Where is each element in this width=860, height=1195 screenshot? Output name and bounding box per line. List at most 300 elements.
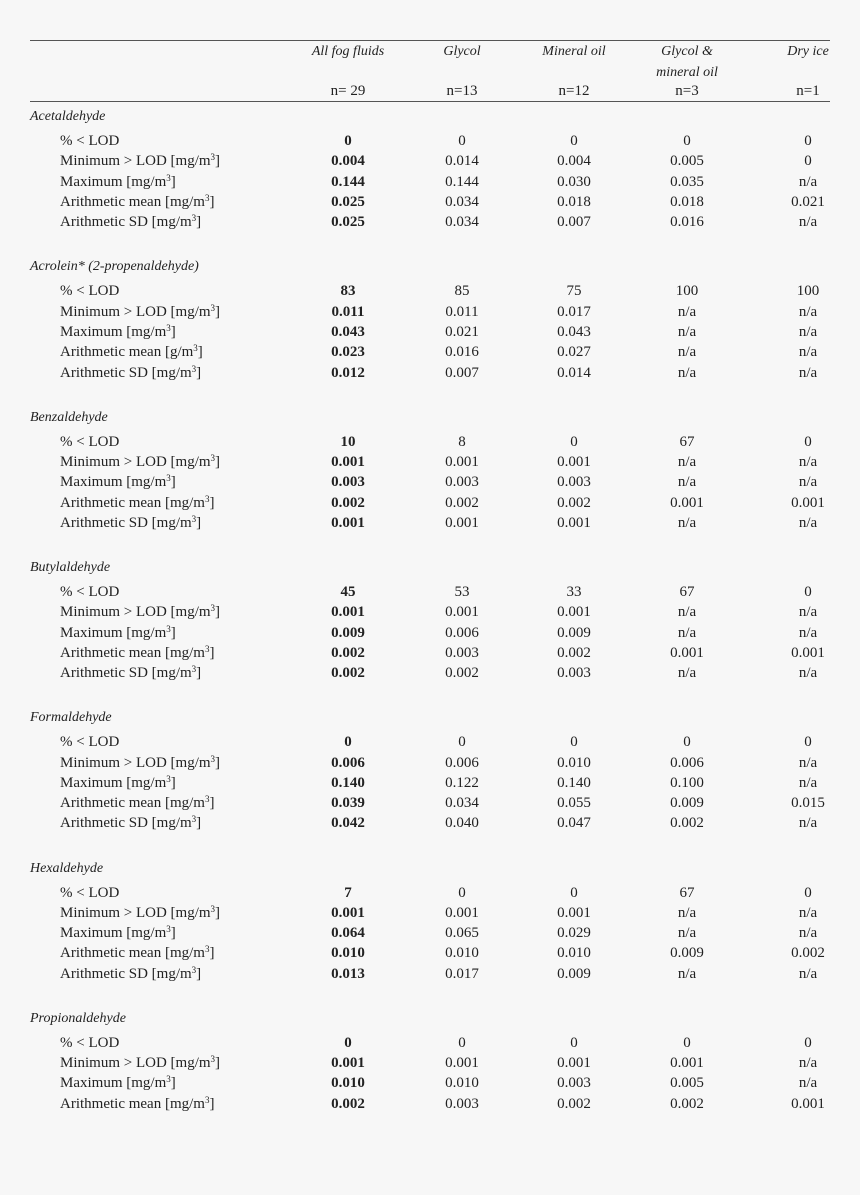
table-cell: 0.055 [557, 795, 591, 812]
unit-bracket: ] [196, 364, 202, 381]
table-cell: 0.001 [557, 514, 591, 531]
table-cell: n/a [798, 665, 818, 682]
table-cell: 0.011 [331, 303, 365, 320]
table-cell: 0.035 [670, 173, 704, 190]
table-cell: 0.029 [557, 925, 591, 942]
unit-bracket: ] [215, 754, 221, 771]
table-cell: 0.002 [445, 665, 479, 682]
unit-exponent: 3 [204, 944, 210, 955]
table-cell: 0 [804, 1034, 812, 1051]
row-label [60, 885, 119, 902]
unit-bracket: ] [215, 453, 221, 470]
table-cell: 0.023 [331, 344, 365, 361]
table-cell: 0.006 [670, 754, 704, 771]
table-cell: n/a [798, 474, 818, 491]
table-cell: 67 [679, 433, 695, 450]
table-cell: 0.016 [670, 214, 704, 231]
table-cell: n/a [677, 514, 697, 531]
table-cell: 0 [570, 1034, 578, 1051]
table-cell: n/a [798, 965, 818, 982]
row-label [60, 214, 201, 231]
table-cell: 0 [683, 1034, 691, 1051]
unit-exponent: 3 [191, 814, 197, 825]
table-cell: 0.001 [445, 1055, 479, 1072]
unit-exponent: 3 [210, 903, 216, 914]
row-label-text: Maximum [mg/m [60, 1075, 167, 1092]
unit-exponent: 3 [166, 1074, 171, 1085]
column-sample-size: n= 29 [330, 83, 366, 99]
table-cell: n/a [798, 323, 818, 340]
table-cell: 0 [570, 884, 578, 901]
table-cell: 0.001 [791, 644, 825, 661]
table-cell: 0.006 [331, 754, 365, 771]
table-cell: 0.034 [445, 795, 479, 812]
unit-bracket: ] [196, 214, 202, 231]
row-label [60, 966, 201, 983]
table-cell: 0.010 [331, 1075, 365, 1092]
table-cell: 0.009 [557, 624, 591, 641]
table-cell: 0.021 [445, 323, 479, 340]
unit-bracket: ] [197, 344, 203, 361]
table-cell: 0 [804, 433, 812, 450]
row-label [60, 1075, 176, 1092]
table-cell: n/a [677, 904, 697, 921]
table-cell: 0 [683, 133, 691, 149]
unit-exponent: 3 [210, 603, 216, 614]
unit-exponent: 3 [191, 213, 197, 224]
table-cell: 0.010 [557, 754, 591, 771]
table-cell: 0 [804, 734, 812, 751]
row-label [60, 795, 214, 812]
table-cell: 0 [570, 433, 578, 450]
table-cell: 0 [344, 133, 352, 149]
table-cell: 0.003 [331, 474, 365, 491]
table-cell: 0.025 [331, 214, 365, 231]
table-cell: 0.039 [331, 795, 365, 812]
table-cell: 0.001 [670, 644, 704, 661]
row-label [60, 925, 176, 942]
table-cell: 0.021 [791, 193, 825, 210]
table-cell: 0.002 [557, 644, 591, 661]
unit-bracket: ] [209, 945, 215, 962]
unit-bracket: ] [170, 774, 176, 791]
row-label-text: Minimum > LOD [mg/m [60, 1055, 211, 1072]
row-label [60, 454, 220, 471]
table-header-rule [30, 101, 830, 102]
section-title: Propionaldehyde [30, 1010, 126, 1026]
section-title: Acetaldehyde [30, 109, 106, 124]
table-cell: 0.001 [791, 1095, 825, 1112]
unit-exponent: 3 [210, 302, 216, 313]
row-label-text: % < LOD [60, 583, 120, 600]
table-cell: n/a [677, 364, 697, 381]
table-cell: n/a [798, 173, 818, 190]
row-label-text: Arithmetic mean [mg/m [60, 795, 205, 812]
table-cell: n/a [677, 604, 697, 621]
table-cell: 0.009 [331, 624, 365, 641]
table-cell: 0.002 [670, 1095, 704, 1112]
table-cell: 0.009 [670, 795, 704, 812]
unit-exponent: 3 [166, 473, 171, 484]
unit-bracket: ] [170, 624, 176, 641]
table-cell: 0.002 [331, 1095, 365, 1112]
table-header [30, 41, 830, 101]
row-label-text: Arithmetic mean [mg/m [60, 1095, 205, 1112]
table-cell: 0 [344, 1034, 352, 1051]
unit-exponent: 3 [166, 924, 171, 935]
table-cell: 0.001 [557, 904, 591, 921]
table-cell: 0.140 [331, 774, 365, 791]
unit-exponent: 3 [204, 192, 210, 203]
unit-exponent: 3 [191, 363, 197, 374]
row-label [60, 1035, 119, 1052]
section-title: Hexaldehyde [30, 860, 104, 876]
table-cell: 0 [458, 1034, 466, 1051]
table-cell: n/a [798, 815, 818, 832]
row-label-text: Arithmetic mean [mg/m [60, 193, 205, 210]
table-cell: 0.001 [445, 904, 479, 921]
table-cell: 0.002 [557, 494, 591, 511]
row-label-text: Arithmetic SD [mg/m [60, 965, 192, 982]
table-cell: 0.005 [670, 153, 704, 170]
table-cell: 8 [458, 433, 466, 450]
row-label [60, 304, 220, 321]
unit-bracket: ] [215, 604, 221, 621]
table-cell: 0.018 [557, 193, 591, 210]
table-cell: 0.064 [331, 925, 365, 942]
row-label [60, 283, 119, 300]
table-cell: 0 [344, 734, 352, 751]
row-label [60, 194, 214, 211]
unit-exponent: 3 [204, 643, 210, 654]
table-cell: n/a [677, 303, 697, 320]
row-label [60, 604, 220, 621]
unit-bracket: ] [209, 193, 215, 210]
table-cell: 0.100 [670, 774, 704, 791]
table-cell: 0.003 [445, 1095, 479, 1112]
unit-bracket: ] [215, 303, 221, 320]
table-cell: 0 [804, 153, 812, 170]
table-cell: 0.122 [445, 774, 479, 791]
table-cell: 67 [679, 884, 695, 901]
unit-bracket: ] [170, 173, 176, 190]
row-label-text: Minimum > LOD [mg/m [60, 453, 211, 470]
table-cell: 0.001 [331, 514, 365, 531]
table-cell: 0.030 [557, 173, 591, 190]
unit-bracket: ] [209, 494, 215, 511]
unit-bracket: ] [215, 153, 221, 170]
row-label [60, 515, 201, 532]
unit-bracket: ] [170, 323, 176, 340]
table-cell: 0.004 [557, 153, 591, 170]
row-label-text: Maximum [mg/m [60, 173, 167, 190]
table-cell: 0.002 [331, 494, 365, 511]
table-cell: 0.001 [331, 604, 365, 621]
row-label-text: % < LOD [60, 1034, 120, 1051]
unit-exponent: 3 [191, 513, 197, 524]
table-cell: 0.003 [557, 665, 591, 682]
table-cell: 0.002 [670, 815, 704, 832]
column-header: Mineral oil [542, 44, 606, 59]
row-label-text: Maximum [mg/m [60, 323, 167, 340]
unit-exponent: 3 [166, 623, 171, 634]
table-cell: n/a [798, 925, 818, 942]
row-label-text: % < LOD [60, 884, 120, 901]
table-cell: 0.005 [670, 1075, 704, 1092]
section-title: Benzaldehyde [30, 409, 108, 425]
table-cell: n/a [798, 1055, 818, 1072]
section-title: Acrolein* (2-propenaldehyde) [30, 259, 199, 275]
row-label-text: % < LOD [60, 283, 120, 300]
table-cell: n/a [798, 754, 818, 771]
table-cell: 0.002 [331, 644, 365, 661]
column-sample-size: n=1 [796, 83, 820, 99]
data-table [30, 40, 830, 1112]
unit-bracket: ] [209, 644, 215, 661]
unit-bracket: ] [215, 904, 221, 921]
table-cell: 0.001 [445, 514, 479, 531]
table-cell: 0.042 [331, 815, 365, 832]
table-cell: 83 [340, 283, 356, 300]
table-cell: 0.001 [557, 1055, 591, 1072]
table-cell: 0.014 [557, 364, 591, 381]
unit-exponent: 3 [193, 343, 198, 354]
row-label [60, 734, 119, 751]
table-cell: 0.009 [557, 965, 591, 982]
section-title: Formaldehyde [30, 710, 112, 726]
unit-exponent: 3 [204, 1094, 210, 1105]
row-label [60, 153, 220, 170]
table-cell: 0 [804, 583, 812, 600]
row-label-text: Arithmetic mean [g/m [60, 344, 194, 361]
table-cell: 0.002 [331, 665, 365, 682]
table-cell: 0.012 [331, 364, 365, 381]
table-cell: 0.001 [670, 1055, 704, 1072]
column-header: Glycol & mineral oil [656, 44, 718, 80]
table-cell: n/a [798, 514, 818, 531]
section-title: Butylaldehyde [30, 559, 111, 575]
table-cell: 85 [454, 283, 470, 300]
table-cell: 75 [566, 283, 582, 300]
row-label [60, 755, 220, 772]
unit-bracket: ] [170, 1075, 176, 1092]
table-cell: 0 [458, 133, 466, 149]
unit-bracket: ] [170, 474, 176, 491]
unit-exponent: 3 [166, 773, 171, 784]
table-cell: 0 [804, 133, 812, 149]
table-cell: n/a [677, 965, 697, 982]
row-label-text: Arithmetic mean [mg/m [60, 945, 205, 962]
row-label-text: % < LOD [60, 133, 120, 149]
row-label [60, 1096, 214, 1113]
unit-exponent: 3 [191, 664, 197, 675]
row-label-text: Maximum [mg/m [60, 925, 167, 942]
row-label [60, 324, 176, 341]
row-label [60, 665, 201, 682]
table-cell: 0.007 [445, 364, 479, 381]
table-cell: 0.002 [557, 1095, 591, 1112]
row-label [60, 625, 176, 642]
table-cell: n/a [677, 665, 697, 682]
table-cell: n/a [677, 474, 697, 491]
row-label-text: Arithmetic SD [mg/m [60, 214, 192, 231]
table-cell: 0.009 [670, 945, 704, 962]
unit-exponent: 3 [210, 1054, 216, 1065]
row-label-text: Minimum > LOD [mg/m [60, 604, 211, 621]
table-cell: n/a [798, 624, 818, 641]
column-sample-size: n=3 [675, 83, 699, 99]
table-cell: n/a [798, 303, 818, 320]
table-cell: 0.047 [557, 815, 591, 832]
table-cell: n/a [798, 774, 818, 791]
unit-bracket: ] [196, 815, 202, 832]
table-cell: 0.025 [331, 193, 365, 210]
table-cell: 10 [340, 433, 356, 450]
row-label [60, 1055, 220, 1072]
table-cell: 0.002 [445, 494, 479, 511]
row-label-text: Arithmetic mean [mg/m [60, 494, 205, 511]
row-label [60, 495, 214, 512]
table-cell: n/a [798, 214, 818, 231]
row-label-text: Maximum [mg/m [60, 474, 167, 491]
row-label [60, 344, 203, 361]
table-cell: n/a [677, 323, 697, 340]
table-cell: 0.040 [445, 815, 479, 832]
table-cell: n/a [677, 624, 697, 641]
table-cell: n/a [798, 344, 818, 361]
row-label [60, 584, 119, 601]
table-cell: n/a [677, 453, 697, 470]
column-header: All fog fluids [311, 44, 385, 59]
table-cell: 7 [344, 884, 352, 901]
table-cell: 0.001 [331, 1055, 365, 1072]
row-label-text: Minimum > LOD [mg/m [60, 904, 211, 921]
table-cell: 0.006 [445, 754, 479, 771]
table-cell: 100 [796, 283, 820, 300]
table-cell: 0.017 [557, 303, 591, 320]
table-cell: 0.144 [445, 173, 479, 190]
table-cell: 0 [683, 734, 691, 751]
table-cell: 0.027 [557, 344, 591, 361]
column-sample-size: n=13 [446, 83, 478, 99]
table-cell: 0.001 [331, 904, 365, 921]
table-cell: n/a [798, 453, 818, 470]
unit-exponent: 3 [191, 964, 197, 975]
table-cell: 0.140 [557, 774, 591, 791]
unit-exponent: 3 [210, 452, 216, 463]
table-cell: 0.002 [791, 945, 825, 962]
unit-exponent: 3 [204, 493, 210, 504]
unit-exponent: 3 [166, 322, 171, 333]
table-cell: 0.001 [557, 453, 591, 470]
table-cell: 0.010 [557, 945, 591, 962]
table-cell: 0.001 [445, 604, 479, 621]
table-cell: 0.006 [445, 624, 479, 641]
row-label-text: Maximum [mg/m [60, 624, 167, 641]
unit-exponent: 3 [210, 152, 216, 163]
unit-bracket: ] [196, 965, 202, 982]
table-cell: 0.065 [445, 925, 479, 942]
table-cell: 0.001 [791, 494, 825, 511]
row-label-text: % < LOD [60, 734, 120, 751]
row-label [60, 905, 220, 922]
unit-bracket: ] [209, 795, 215, 812]
row-label-text: Arithmetic SD [mg/m [60, 514, 192, 531]
table-cell: 100 [675, 283, 699, 300]
table-cell: 0.144 [331, 173, 365, 190]
table-cell: 0.043 [557, 323, 591, 340]
row-label-text: Arithmetic mean [mg/m [60, 644, 205, 661]
table-cell: 0.001 [331, 453, 365, 470]
row-label [60, 645, 214, 662]
unit-bracket: ] [196, 665, 202, 682]
table-cell: n/a [798, 904, 818, 921]
column-sample-size: n=12 [558, 83, 590, 99]
table-cell: n/a [677, 925, 697, 942]
table-cell: 0 [570, 133, 578, 149]
table-cell: 0.034 [445, 193, 479, 210]
row-label-text: Minimum > LOD [mg/m [60, 153, 211, 170]
table-cell: 0.017 [445, 965, 479, 982]
row-label-text: Arithmetic SD [mg/m [60, 665, 192, 682]
table-cell: 0 [458, 734, 466, 751]
table-cell: 0.034 [445, 214, 479, 231]
table-cell: 0.010 [331, 945, 365, 962]
unit-bracket: ] [196, 514, 202, 531]
row-label-text: Maximum [mg/m [60, 774, 167, 791]
table-cell: n/a [798, 364, 818, 381]
row-label-text: % < LOD [60, 433, 120, 450]
table-cell: 0.015 [791, 795, 825, 812]
row-label [60, 474, 176, 491]
table-cell: 0 [458, 884, 466, 901]
row-label [60, 775, 176, 792]
unit-exponent: 3 [210, 753, 216, 764]
row-label [60, 945, 214, 962]
table-cell: 0.001 [670, 494, 704, 511]
table-cell: n/a [798, 604, 818, 621]
row-label [60, 365, 201, 382]
unit-bracket: ] [215, 1055, 221, 1072]
row-label-text: Arithmetic SD [mg/m [60, 364, 192, 381]
row-label-text: Arithmetic SD [mg/m [60, 815, 192, 832]
row-label [60, 133, 119, 150]
table-cell: 0.003 [557, 474, 591, 491]
unit-exponent: 3 [166, 172, 171, 183]
row-label-text: Minimum > LOD [mg/m [60, 754, 211, 771]
table-cell: 0.013 [331, 965, 365, 982]
column-header: Glycol [443, 44, 481, 59]
table-cell: 53 [454, 583, 470, 600]
table-cell: 0.003 [445, 474, 479, 491]
table-cell: 0.001 [557, 604, 591, 621]
row-label [60, 174, 176, 191]
table-cell: 0.010 [445, 1075, 479, 1092]
table-cell: n/a [677, 344, 697, 361]
row-label-text: Minimum > LOD [mg/m [60, 303, 211, 320]
table-cell: 0.016 [445, 344, 479, 361]
table-cell: 0.007 [557, 214, 591, 231]
table-cell: 0.010 [445, 945, 479, 962]
table-cell: 33 [566, 583, 582, 600]
table-cell: 0.004 [331, 153, 365, 170]
table-cell: 0.003 [445, 644, 479, 661]
unit-exponent: 3 [204, 794, 210, 805]
table-cell: 0.003 [557, 1075, 591, 1092]
table-cell: 0.014 [445, 153, 479, 170]
row-label [60, 815, 201, 832]
table-cell: 0.011 [445, 303, 479, 320]
